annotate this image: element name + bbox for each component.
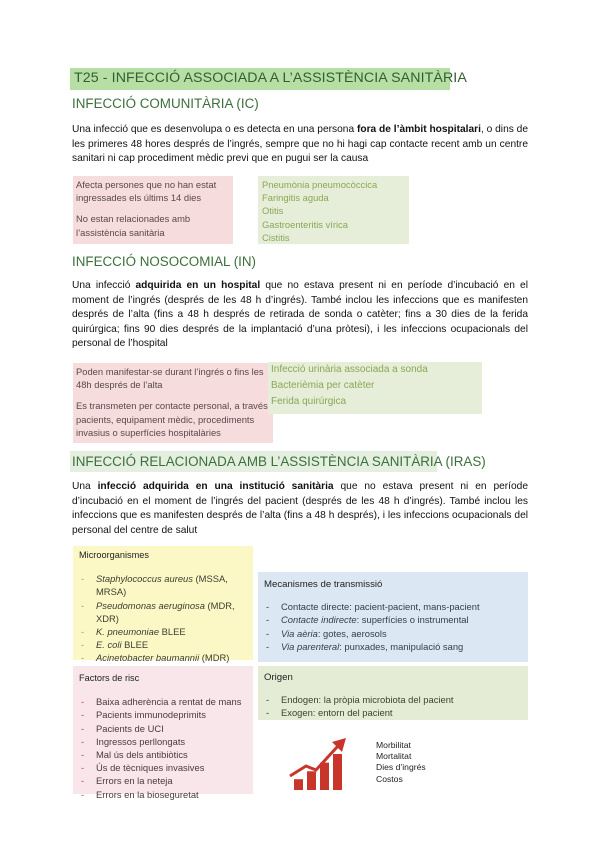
in-example: Infecció urinària associada a sonda [271, 364, 428, 375]
transmission-item: - Contacte directe: pacient-pacient, mans-pacient [264, 600, 522, 613]
risk-factor-item: - Ingressos perllongats [79, 735, 247, 748]
transmission-box [258, 572, 528, 662]
microorganism-item: - Acinetobacter baumannii (MDR) [79, 651, 247, 664]
in-characteristics-box [73, 363, 273, 443]
origin-item: - Exogen: entorn del pacient [264, 706, 522, 719]
risk-factor-item: - Pacients de UCI [79, 722, 247, 735]
section-heading-in: INFECCIÓ NOSOCOMIAL (IN) [72, 254, 257, 269]
risk-factor-item: - Errors en la neteja [79, 774, 247, 787]
origin-box [258, 666, 528, 720]
section-heading-ic: INFECCIÓ COMUNITÀRIA (IC) [72, 96, 259, 111]
ic-example: Pneumònia pneumocòccica [262, 179, 378, 190]
in-example: Bacterièmia per catèter [271, 380, 375, 391]
risk-factor-item: - Mal ús dels antibiòtics [79, 748, 247, 761]
origin-title: Origen [264, 672, 293, 683]
microorganisms-title: Microorganismes [79, 550, 149, 560]
section-heading-iras: INFECCIÓ RELACIONADA AMB L’ASSISTÈNCIA SANITÀRIA (IRAS) [72, 454, 486, 469]
impact-label: Costos [376, 773, 403, 784]
in-examples-box [268, 362, 482, 414]
microorganism-item: - E. coli BLEE [79, 638, 247, 651]
impact-bar [320, 763, 329, 790]
iras-definition: Una infecció adquirida en una institució sanitària que no estava present ni en període d’incubació en el moment de l’ingrés del pacient (després de les 48 h d’ingrés). També inclou les infeccions que es manifesten després de l’alta (fins a 48 h després), i les infeccions ocupacionals del personal del centre de salut [72, 481, 528, 536]
microorganism-item: - Staphylococcus aureus (MSSA, MRSA) [79, 572, 247, 598]
risk-factor-item: - Baixa adherència a rentat de mans [79, 695, 247, 708]
ic-example: Faringitis aguda [262, 192, 329, 204]
ic-example: Cistitis [262, 231, 290, 243]
impact-label: Mortalitat [376, 751, 412, 762]
microorganisms-box [73, 546, 253, 664]
in-example: Ferida quirúrgica [271, 396, 347, 407]
ic-example: Otitis [262, 205, 284, 217]
risk-factor-item: - Pacients immunodeprimits [79, 708, 247, 721]
in-characteristic: Poden manifestar-se durant l’ingrés o fins les 48h després de l’alta [76, 366, 264, 391]
microorganism-item: - Pseudomonas aeruginosa (MDR, XDR) [79, 599, 247, 625]
impact-growth-graphic [288, 736, 352, 792]
risk-factor-item: - Ús de tècniques invasives [79, 761, 247, 774]
transmission-item: - Via aèria: gotes, aerosols [264, 627, 522, 640]
page-title: T25 - INFECCIÓ ASSOCIADA A L’ASSISTÈNCIA SANITÀRIA [74, 70, 467, 86]
risk-factor-item: - Errors en la bioseguretat [79, 788, 247, 801]
ic-characteristic: No estan relacionades amb l’assistència sanitària [76, 213, 191, 238]
ic-characteristics-box [73, 176, 233, 244]
ic-example: Gastroenteritis vírica [262, 218, 348, 230]
origin-item: - Endogen: la pròpia microbiota del pacient [264, 693, 522, 706]
microorganism-item: - K. pneumoniae BLEE [79, 625, 247, 638]
transmission-item: - Contacte indirecte: superfícies o instrumental [264, 613, 522, 626]
risk-factors-box [73, 666, 253, 800]
risk-factors-title: Factors de risc [79, 673, 140, 683]
transmission-title: Mecanismes de transmissió [264, 579, 383, 590]
ic-examples-box [258, 176, 409, 244]
impact-label: Morbilitat [376, 740, 411, 750]
impact-bar [307, 771, 316, 790]
ic-characteristic: Afecta persones que no han estat ingressades els últims 14 dies [76, 179, 217, 204]
impact-label: Dies d’ingrés [376, 762, 426, 773]
in-characteristic: Es transmeten per contacte personal, a través pacients, equipament mèdic, procediments invasius o superfícies hospitalàries [76, 400, 268, 438]
in-definition: Una infecció adquirida en un hospital que no estava present ni en període d’incubació en el moment de l’ingrés (després de les 48 h d’ingrés). També inclou les infeccions que es manifesten després de l’alta (fins a 48 h després de retirada de sonda o catèter; fins a 30 dies de la ferida quirúrgica; fins 90 dies després de la implantació d’una pròtesi), i les infeccions ocupacionals del personal de l’hospital [72, 280, 528, 350]
impact-bar [294, 779, 303, 790]
ic-definition: Una infecció que es desenvolupa o es detecta en una persona fora de l’àmbit hospitalari, o dins de les primeres 48 hores després de l’ingrés, sempre que no hi hagi cap contacte recent amb un centre sanitari ni cap procediment mèdic previ que en pugui ser la causa [72, 124, 528, 165]
transmission-item: - Via parenteral: punxades, manipulació sang [264, 640, 522, 653]
impact-bar [333, 754, 342, 790]
impact-legend [376, 740, 426, 785]
